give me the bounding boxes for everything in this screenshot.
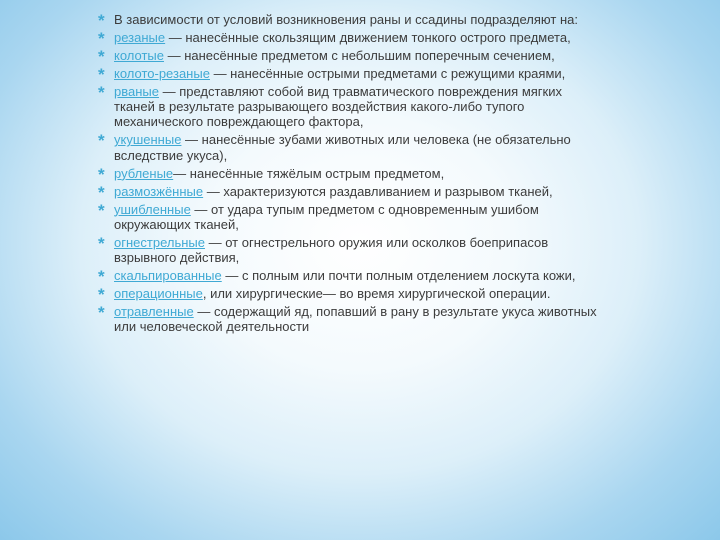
wound-type-description: — с полным или почти полным отделением лоскута кожи, bbox=[221, 268, 576, 284]
wound-type-description: — содержащий яд, попавший в рану в результате укуса животных или человеческой деятельности bbox=[114, 304, 597, 335]
wound-type-description: — характеризуются раздавливанием и разрывом тканей, bbox=[203, 183, 553, 199]
wound-type-link[interactable]: укушенные bbox=[114, 132, 182, 148]
list-item bbox=[98, 202, 598, 232]
wound-type-description: — от удара тупым предметом с одновременным ушибом окружающих тканей, bbox=[114, 201, 539, 232]
wound-type-link[interactable]: отравленные bbox=[114, 304, 194, 320]
list-item bbox=[98, 47, 598, 66]
wound-type-description: — нанесённые зубами животных или человека (не обязательно вследствие укуса), bbox=[114, 132, 571, 163]
wound-type-description: — нанесённые скользящим движением тонкого острого предмета, bbox=[165, 30, 571, 45]
bullet-asterisk-icon: * bbox=[98, 200, 105, 220]
wound-type-link[interactable]: колотые bbox=[114, 48, 164, 63]
intro-item bbox=[98, 11, 598, 30]
wound-type-link[interactable]: резаные bbox=[114, 30, 166, 45]
wound-type-list bbox=[98, 30, 598, 334]
wound-type-link[interactable]: колото-резаные bbox=[114, 66, 210, 81]
list-item bbox=[98, 285, 598, 305]
wound-type-description: — нанесённые острыми предметами с режущими краями, bbox=[209, 66, 566, 81]
list-item bbox=[98, 304, 598, 334]
wound-type-link[interactable]: огнестрельные bbox=[114, 234, 205, 250]
wound-type-link[interactable]: рубленые bbox=[114, 165, 174, 181]
wound-type-link[interactable]: скальпированные bbox=[114, 268, 222, 284]
wound-type-link[interactable]: размозжённые bbox=[114, 183, 204, 199]
bullet-asterisk-icon: * bbox=[98, 267, 105, 287]
wound-type-description: — нанесённые предметом с небольшим поперечным сечением, bbox=[163, 48, 555, 63]
list-item bbox=[98, 29, 598, 48]
wound-type-description: — представляют собой вид травматического повреждения мягких тканей в результате разрывающего воздействия какого-либо тупого механического повреждающего фактора, bbox=[114, 84, 562, 130]
list-item bbox=[98, 182, 598, 202]
list-item bbox=[98, 235, 598, 265]
wound-type-description: , или хирургические— во время хирургической операции. bbox=[202, 286, 551, 302]
bullet-asterisk-icon: * bbox=[98, 65, 105, 84]
wound-type-link[interactable]: ушибленные bbox=[114, 201, 191, 217]
intro-text: В зависимости от условий возникновения раны и ссадины подразделяют на: bbox=[114, 12, 578, 27]
bullet-asterisk-icon: * bbox=[98, 233, 105, 253]
bullet-asterisk-icon: * bbox=[98, 285, 105, 305]
bullet-asterisk-icon: * bbox=[98, 47, 105, 66]
bullet-asterisk-icon: * bbox=[98, 11, 105, 30]
wound-type-link[interactable]: операционные bbox=[114, 286, 203, 302]
list-item bbox=[98, 164, 598, 184]
bullet-asterisk-icon: * bbox=[98, 83, 105, 102]
bullet-asterisk-icon: * bbox=[98, 131, 105, 151]
list-item bbox=[98, 132, 598, 162]
bullet-list bbox=[98, 12, 598, 337]
wound-type-description: — нанесённые тяжёлым острым предметом, bbox=[173, 165, 445, 181]
bullet-asterisk-icon: * bbox=[98, 303, 105, 323]
bullet-asterisk-icon: * bbox=[98, 182, 105, 202]
list-item bbox=[98, 65, 598, 84]
wound-type-link[interactable]: рваные bbox=[114, 84, 159, 99]
bullet-asterisk-icon: * bbox=[98, 164, 105, 184]
wound-type-description: — от огнестрельного оружия или осколков боеприпасов взрывного действия, bbox=[114, 234, 549, 266]
bullet-asterisk-icon: * bbox=[98, 29, 105, 48]
list-item bbox=[98, 84, 598, 130]
list-item bbox=[98, 267, 598, 287]
